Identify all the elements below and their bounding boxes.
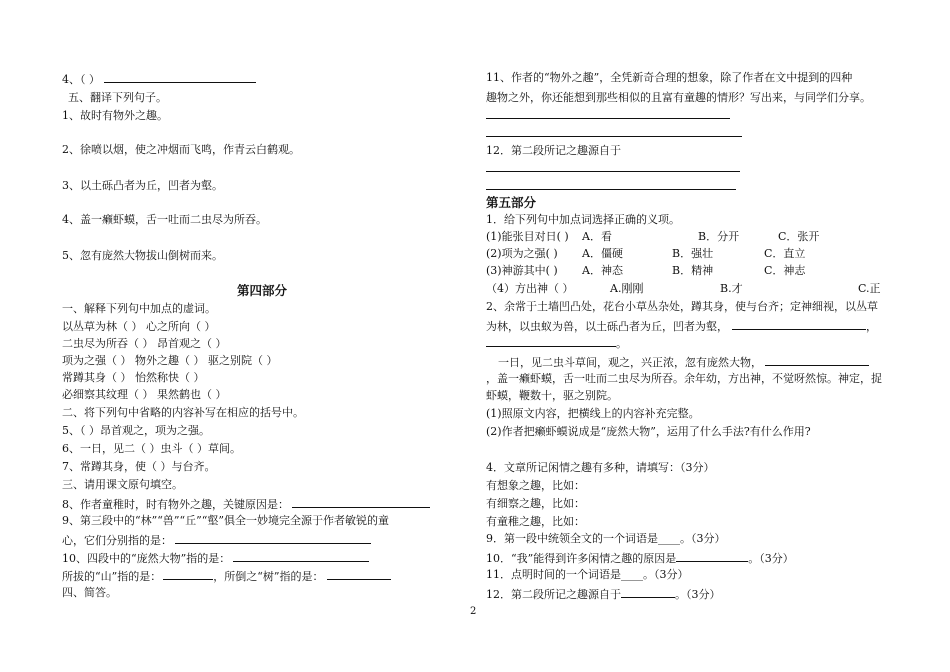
- choice-2-b: B．强壮: [672, 247, 714, 260]
- question-9: 9．第一段中统领全文的一个词语是____。（3分）: [486, 532, 726, 545]
- part-5-q2-line-3: 。: [486, 335, 627, 351]
- choice-3-b: B．精神: [672, 264, 714, 277]
- choice-3: (3)神游其中( ): [486, 264, 558, 277]
- translate-3: 3、以土砾凸者为丘，凹者为壑。: [62, 179, 223, 192]
- answer-blank[interactable]: [676, 550, 748, 562]
- part-5-title: 第五部分: [486, 195, 537, 210]
- section-5-title: 五、翻译下列句子。: [68, 91, 167, 104]
- part-5-q1: 1．给下列句中加点词选择正确的义项。: [486, 213, 680, 226]
- question-11: 11．点明时间的一个词语是____。（3分）: [486, 568, 689, 581]
- answer-line[interactable]: [486, 171, 740, 172]
- part-4-q1: 一、解释下列句中加点的虚词。: [62, 302, 216, 315]
- choice-2-c: C．直立: [764, 247, 806, 260]
- answer-line[interactable]: [486, 189, 736, 190]
- answer-blank[interactable]: [233, 550, 369, 562]
- choice-1-b: B．分开: [698, 230, 740, 243]
- choice-4-b: B.才: [720, 282, 743, 295]
- answer-blank[interactable]: [327, 568, 391, 580]
- part-5-q2-line-2: 为林，以虫蚁为兽，以土砾凸者为丘，凹者为壑， ，: [486, 320, 877, 333]
- part-5-sub-1: (1)照原文内容，把横线上的内容补充完整。: [486, 407, 700, 420]
- part-5-q2-line-1: 2、余常于土墙凹凸处，花台小草丛杂处，蹲其身，使与台齐；定神细视，以丛草: [486, 300, 878, 313]
- choice-1-c: C．张开: [778, 230, 820, 243]
- choice-2-a: A．僵硬: [582, 247, 623, 260]
- xuci-line-3: 项为之强（ ） 物外之趣（ ） 驱之别院（ ）: [62, 354, 278, 367]
- translate-5: 5、忽有庞然大物拔山倒树而来。: [62, 249, 223, 262]
- page-number: 2: [470, 606, 477, 617]
- q11-line-1: 11、作者的“物外之趣”，全凭新奇合理的想象，除了作者在文中提到的四种: [486, 71, 853, 84]
- part-4-q4: 四、简答。: [62, 586, 117, 599]
- fill-9-line-2: 心，它们分别指的是：: [62, 532, 371, 548]
- part-4-q3: 三、请用课文原句填空。: [62, 478, 183, 491]
- interest-childlike: 有童稚之趣，比如：: [486, 515, 585, 528]
- answer-blank[interactable]: [621, 586, 675, 598]
- choice-1-a: A．看: [582, 230, 612, 243]
- translate-1: 1、故时有物外之趣。: [62, 109, 168, 122]
- answer-blank[interactable]: [104, 71, 256, 83]
- fill-10-line-1: 10、四段中的“庞然大物”指的是：: [62, 550, 369, 566]
- omit-7: 7、常蹲其身，使（ ）与台齐。: [62, 460, 216, 473]
- omit-5: 5、（ ）昂首观之，项为之强。: [62, 424, 210, 437]
- answer-blank[interactable]: [765, 354, 869, 366]
- passage-line-2: ，盖一癞虾蟆，舌一吐而二虫尽为所吞。余年幼，方出神，不觉呀然惊。神定，捉: [486, 372, 882, 385]
- choice-1: (1)能张目对日( ): [486, 230, 569, 243]
- part-5-sub-2: (2)作者把癞虾蟆说成是“庞然大物”，运用了什么手法?有什么作用?: [486, 425, 811, 438]
- passage-line-3: 虾蟆，鞭数十，驱之别院。: [486, 389, 618, 402]
- translate-2: 2、徐喷以烟，使之冲烟而飞鸣，作青云白鹤观。: [62, 143, 300, 156]
- xuci-line-4: 常蹲其身（ ） 怡然称快（ ）: [62, 371, 205, 384]
- choice-3-a: A．神态: [582, 264, 623, 277]
- answer-blank[interactable]: [732, 318, 866, 330]
- fill-8: 8、作者童稚时，时有物外之趣，关键原因是：: [62, 496, 430, 512]
- interest-observation: 有细察之趣，比如：: [486, 497, 585, 510]
- translate-4: 4、盖一癞虾蟆，舌一吐而二虫尽为所吞。: [62, 213, 267, 226]
- answer-blank[interactable]: [175, 532, 371, 544]
- q12: 12．第二段所记之趣源自于: [486, 144, 621, 157]
- part-4-q2: 二、将下列句中省略的内容补写在相应的括号中。: [62, 406, 304, 419]
- choice-4-a: A.刚刚: [610, 282, 644, 295]
- choice-3-c: C．神志: [764, 264, 806, 277]
- answer-blank[interactable]: [292, 496, 430, 508]
- q11-line-2: 趣物之外，你还能想到那些相似的且富有童趣的情形？写出来，与同学们分享。: [486, 91, 871, 104]
- answer-line[interactable]: [486, 118, 730, 119]
- interest-imagination: 有想象之趣，比如：: [486, 479, 585, 492]
- answer-blank[interactable]: [163, 568, 213, 580]
- xuci-line-1: 以丛草为林（ ） 心之所向（ ）: [62, 320, 216, 333]
- answer-line[interactable]: [486, 136, 742, 137]
- xuci-line-5: 必细察其纹理（ ） 果然鹤也（ ）: [62, 388, 227, 401]
- xuci-line-2: 二虫尽为所吞（ ） 昂首观之（ ）: [62, 337, 227, 350]
- fill-10-line-2: 所拔的“山”指的是： ，所倒之“树”指的是：: [62, 568, 391, 584]
- omit-6: 6、一日，见二（ ）虫斗（ ）草间。: [62, 442, 241, 455]
- passage-line-1: 一日，见二虫斗草间，观之，兴正浓，忽有庞然大物，: [498, 354, 869, 370]
- part-4-title: 第四部分: [237, 283, 288, 298]
- question-4-interest: 4．文章所记闲情之趣有多种，请填写：（3分）: [486, 461, 715, 474]
- choice-4: （4）方出神（ ）: [486, 282, 574, 295]
- question-4: 4、（ ）: [62, 71, 256, 87]
- choice-4-c: C.正: [858, 282, 881, 295]
- fill-9-line-1: 9、第三段中的“林”“兽”“丘”“壑”俱全一妙境完全源于作者敏锐的童: [62, 514, 389, 527]
- question-12: 12．第二段所记之趣源自于 。（3分）: [486, 588, 721, 601]
- choice-2: (2)项为之强( ): [486, 247, 558, 260]
- answer-blank[interactable]: [486, 335, 616, 347]
- question-10: 10．“我”能得到许多闲情之趣的原因是 。（3分）: [486, 552, 794, 565]
